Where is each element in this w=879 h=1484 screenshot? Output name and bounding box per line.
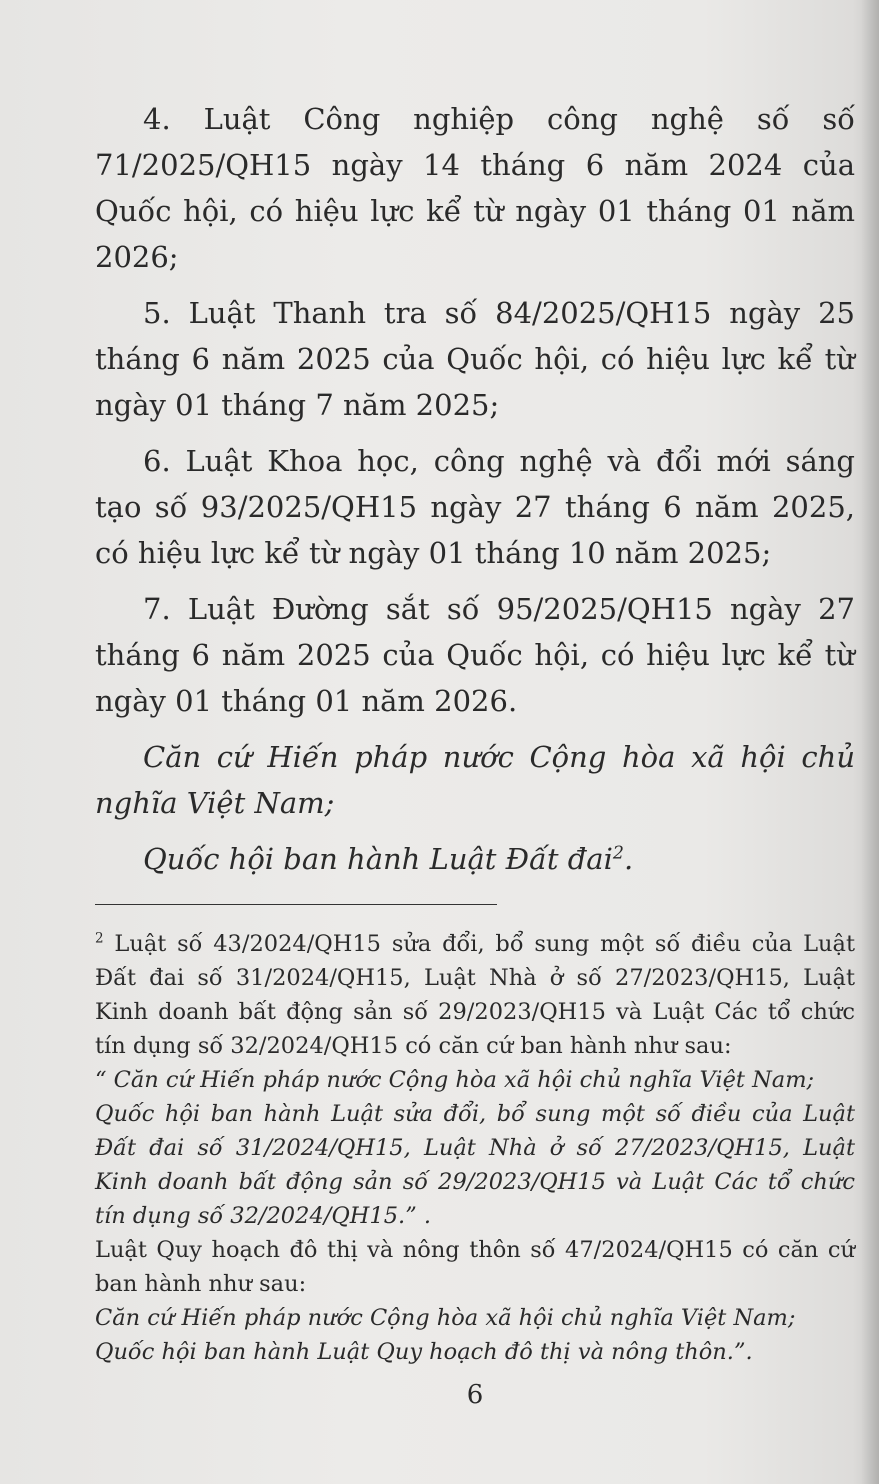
page-content — [95, 96, 855, 1369]
footnote-paragraph-2: Luật Quy hoạch đô thị và nông thôn số 47/2024/QH15 có căn cứ ban hành như sau: — [95, 1237, 855, 1297]
footnote-quote-2: Quốc hội ban hành Luật sửa đổi, bổ sung một số điều của Luật Đất đai số 31/2024/QH15, Luật Nhà ở số 27/2023/QH15, Luật Kinh doanh bất động sản số 29/2023/QH15 và Luật Các tổ chức tín dụng số 32/2024/QH15.” . — [95, 1101, 855, 1229]
footnote-marker: 2 — [95, 930, 104, 947]
footnote-ref: 2 — [612, 843, 624, 864]
preamble-enactment-end: . — [623, 842, 634, 876]
footnote-quote-4: Quốc hội ban hành Luật Quy hoạch đô thị và nông thôn.”. — [95, 1339, 753, 1365]
law-item-4: 4. Luật Công nghiệp công nghệ số số 71/2025/QH15 ngày 14 tháng 6 năm 2024 của Quốc hội, có hiệu lực kể từ ngày 01 tháng 01 năm 2026; — [95, 102, 855, 274]
law-item-5: 5. Luật Thanh tra số 84/2025/QH15 ngày 25 tháng 6 năm 2025 của Quốc hội, có hiệu lực kể từ ngày 01 tháng 7 năm 2025; — [95, 296, 855, 422]
footnote-quote-3: Căn cứ Hiến pháp nước Cộng hòa xã hội chủ nghĩa Việt Nam; — [95, 1305, 796, 1331]
preamble-enactment-text: Quốc hội ban hành Luật Đất đai — [143, 842, 613, 876]
footnote-paragraph-1 — [95, 927, 855, 1063]
preamble-enactment — [95, 836, 855, 882]
spine-shadow — [861, 0, 879, 1484]
footnote-quote-1: “ Căn cứ Hiến pháp nước Cộng hòa xã hội chủ nghĩa Việt Nam; — [95, 1067, 815, 1093]
law-item-6: 6. Luật Khoa học, công nghệ và đổi mới sáng tạo số 93/2025/QH15 ngày 27 tháng 6 năm 2025, có hiệu lực kể từ ngày 01 tháng 10 năm 2025; — [95, 444, 855, 570]
footnote-separator — [95, 904, 497, 905]
footnote-p1-text: Luật số 43/2024/QH15 sửa đổi, bổ sung một số điều của Luật Đất đai số 31/2024/QH15, Luật Nhà ở số 27/2023/QH15, Luật Kinh doanh bất động sản số 29/2023/QH15 và Luật Các tổ chức tín dụng số 32/2024/QH15 có căn cứ ban hành như sau: — [95, 931, 855, 1059]
page-number: 6 — [466, 1380, 484, 1410]
preamble-constitution: Căn cứ Hiến pháp nước Cộng hòa xã hội chủ nghĩa Việt Nam; — [95, 740, 855, 820]
law-item-7: 7. Luật Đường sắt số 95/2025/QH15 ngày 27 tháng 6 năm 2025 của Quốc hội, có hiệu lực kể từ ngày 01 tháng 01 năm 2026. — [95, 592, 855, 718]
